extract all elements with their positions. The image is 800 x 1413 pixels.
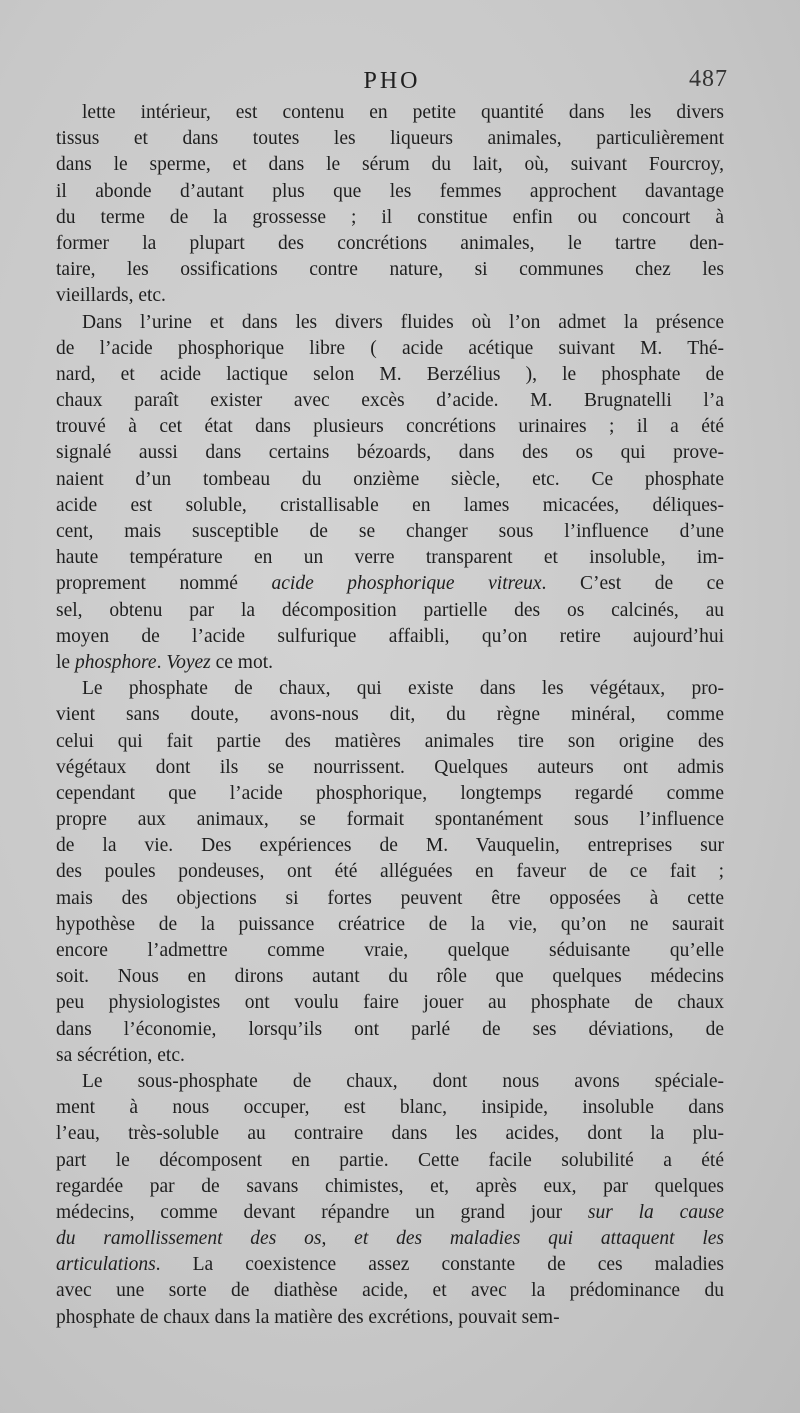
italic-text: acide phosphorique vitreux <box>271 573 542 595</box>
text-line <box>56 938 724 964</box>
text-line <box>56 598 724 624</box>
text-line <box>56 886 724 912</box>
text-run: avec une sorte de diathèse acide, et avec la prédominance du <box>56 1280 724 1302</box>
text-line <box>56 126 724 152</box>
text-run: part le décomposent en partie. Cette facile solubilité a été <box>56 1149 724 1171</box>
text-run: taire, les ossifications contre nature, si communes chez les <box>56 259 724 281</box>
text-line <box>56 729 724 755</box>
text-line <box>56 257 724 283</box>
text-line <box>56 1252 724 1278</box>
text-run: moyen de l’acide sulfurique affaibli, qu’on retire aujourd’hui <box>56 625 724 647</box>
text-line <box>56 755 724 781</box>
text-line <box>56 310 724 336</box>
text-run: il abonde d’autant plus que les femmes approchent davantage <box>56 180 724 202</box>
text-line <box>56 179 724 205</box>
text-run: cent, mais susceptible de se changer sous l’influence d’une <box>56 521 724 542</box>
text-run: le <box>56 651 75 673</box>
text-line <box>56 336 724 362</box>
text-line <box>56 571 724 597</box>
text-run: nard, et acide lactique selon M. Berzélius ), le phosphate de <box>56 363 724 385</box>
text-run: Le sous-phosphate de chaux, dont nous avons spéciale- <box>82 1070 724 1092</box>
text-line <box>56 650 724 676</box>
text-run: cependant que l’acide phosphorique, longtemps regardé comme <box>56 782 724 804</box>
text-line <box>56 1174 724 1200</box>
text-line <box>56 990 724 1016</box>
text-run: médecins, comme devant répandre un grand jour <box>56 1201 588 1223</box>
italic-text: phosphore <box>74 651 157 673</box>
text-line <box>56 152 724 178</box>
text-run: mais des objections si fortes peuvent être opposées à cette <box>56 887 724 909</box>
text-run: vieillards, etc. <box>56 285 166 307</box>
italic-text: et des maladies qui attaquent les <box>354 1228 725 1250</box>
italic-text: sur la cause <box>587 1201 724 1223</box>
text-run: végétaux dont ils se nourrissent. Quelques auteurs ont admis <box>56 756 724 778</box>
text-line <box>56 833 724 859</box>
text-run: acide est soluble, cristallisable en lames micacées, déliques- <box>56 494 724 516</box>
paragraph <box>56 310 724 677</box>
text-line <box>56 624 724 650</box>
text-run: , <box>321 1228 355 1250</box>
text-run: de l’acide phosphorique libre ( acide acétique suivant M. Thé- <box>56 337 724 359</box>
italic-text: Voyez <box>166 651 211 673</box>
text-line <box>56 414 724 440</box>
text-line <box>56 493 724 519</box>
text-line <box>56 702 724 728</box>
text-run: former la plupart des concrétions animales, le tartre den- <box>56 232 724 254</box>
text-line <box>56 1043 724 1069</box>
text-run: dans l’économie, lorsqu’ils ont parlé de ses déviations, de <box>56 1018 724 1040</box>
text-run: . C’est de ce <box>541 573 724 595</box>
text-run: sa sécrétion, etc. <box>56 1044 185 1066</box>
text-run: regardée par de savans chimistes, et, après eux, par quelques <box>56 1175 724 1197</box>
text-run: vient sans doute, avons-nous dit, du règne minéral, comme <box>56 704 724 726</box>
text-line <box>56 1226 724 1252</box>
text-run: ce mot. <box>210 651 273 673</box>
text-run: celui qui fait partie des matières animales tire son origine des <box>56 730 724 752</box>
text-line <box>56 283 724 309</box>
text-line <box>56 1148 724 1174</box>
text-run: des poules pondeuses, ont été alléguées en faveur de ce fait ; <box>56 861 724 883</box>
text-run: signalé aussi dans certains bézoards, dans des os qui prove- <box>56 442 724 464</box>
italic-text: articulations <box>56 1254 156 1276</box>
text-run: phosphate de chaux dans la matière des excrétions, pouvait sem- <box>56 1306 560 1328</box>
text-run: hypothèse de la puissance créatrice de la vie, qu’on ne saurait <box>56 913 724 935</box>
text-run: naient d’un tombeau du onzième siècle, etc. Ce phosphate <box>56 468 724 490</box>
text-line <box>56 100 724 126</box>
text-line <box>56 781 724 807</box>
text-run: sel, obtenu par la décomposition partielle des os calcinés, au <box>56 599 724 621</box>
text-run: de la vie. Des expériences de M. Vauquelin, entreprises sur <box>56 835 724 857</box>
text-line <box>56 231 724 257</box>
text-run: chaux paraît exister avec excès d’acide. M. Brugnatelli l’a <box>56 390 724 412</box>
text-run: haute température en un verre transparent et insoluble, im- <box>56 547 724 569</box>
text-line <box>56 388 724 414</box>
text-run: lette intérieur, est contenu en petite quantité dans les divers <box>82 102 724 123</box>
text-run: proprement nommé <box>56 573 272 595</box>
page-number: 487 <box>689 66 728 92</box>
text-line <box>56 205 724 231</box>
paragraph <box>56 1069 724 1331</box>
text-line <box>56 1069 724 1095</box>
text-line <box>56 1121 724 1147</box>
text-line <box>56 545 724 571</box>
text-run: Le phosphate de chaux, qui existe dans les végétaux, pro- <box>82 678 724 700</box>
paragraph <box>56 676 724 1069</box>
text-line <box>56 1017 724 1043</box>
running-head-title: PHO <box>363 68 421 94</box>
text-run: . La coexistence assez constante de ces maladies <box>155 1254 724 1276</box>
text-run: du terme de la grossesse ; il constitue enfin ou concourt à <box>56 206 724 228</box>
text-run: dans le sperme, et dans le sérum du lait, où, suivant Fourcroy, <box>56 154 724 176</box>
text-run: tissus et dans toutes les liqueurs animales, particulièrement <box>56 128 724 150</box>
body-text <box>56 100 724 1331</box>
text-line <box>56 807 724 833</box>
text-run: soit. Nous en dirons autant du rôle que quelques médecins <box>56 966 724 988</box>
text-run: Dans l’urine et dans les divers fluides où l’on admet la présence <box>82 311 724 333</box>
italic-text: du ramollissement des os <box>56 1228 322 1250</box>
text-line <box>56 1095 724 1121</box>
text-line <box>56 912 724 938</box>
text-line <box>56 362 724 388</box>
text-line <box>56 519 724 545</box>
text-run: peu physiologistes ont voulu faire jouer au phosphate de chaux <box>56 992 724 1014</box>
text-run: ment à nous occuper, est blanc, insipide, insoluble dans <box>56 1097 724 1119</box>
text-line <box>56 676 724 702</box>
text-line <box>56 964 724 990</box>
text-line <box>56 440 724 466</box>
running-head <box>56 66 728 100</box>
text-line <box>56 859 724 885</box>
text-line <box>56 467 724 493</box>
paragraph <box>56 100 724 310</box>
text-line <box>56 1305 724 1331</box>
text-line <box>56 1200 724 1226</box>
text-line <box>56 1278 724 1304</box>
text-run: . <box>156 651 167 673</box>
text-run: l’eau, très-soluble au contraire dans les acides, dont la plu- <box>56 1123 724 1145</box>
text-run: encore l’admettre comme vraie, quelque séduisante qu’elle <box>56 940 724 961</box>
text-run: trouvé à cet état dans plusieurs concrétions urinaires ; il a été <box>56 416 724 438</box>
text-run: propre aux animaux, se formait spontanément sous l’influence <box>56 809 724 831</box>
